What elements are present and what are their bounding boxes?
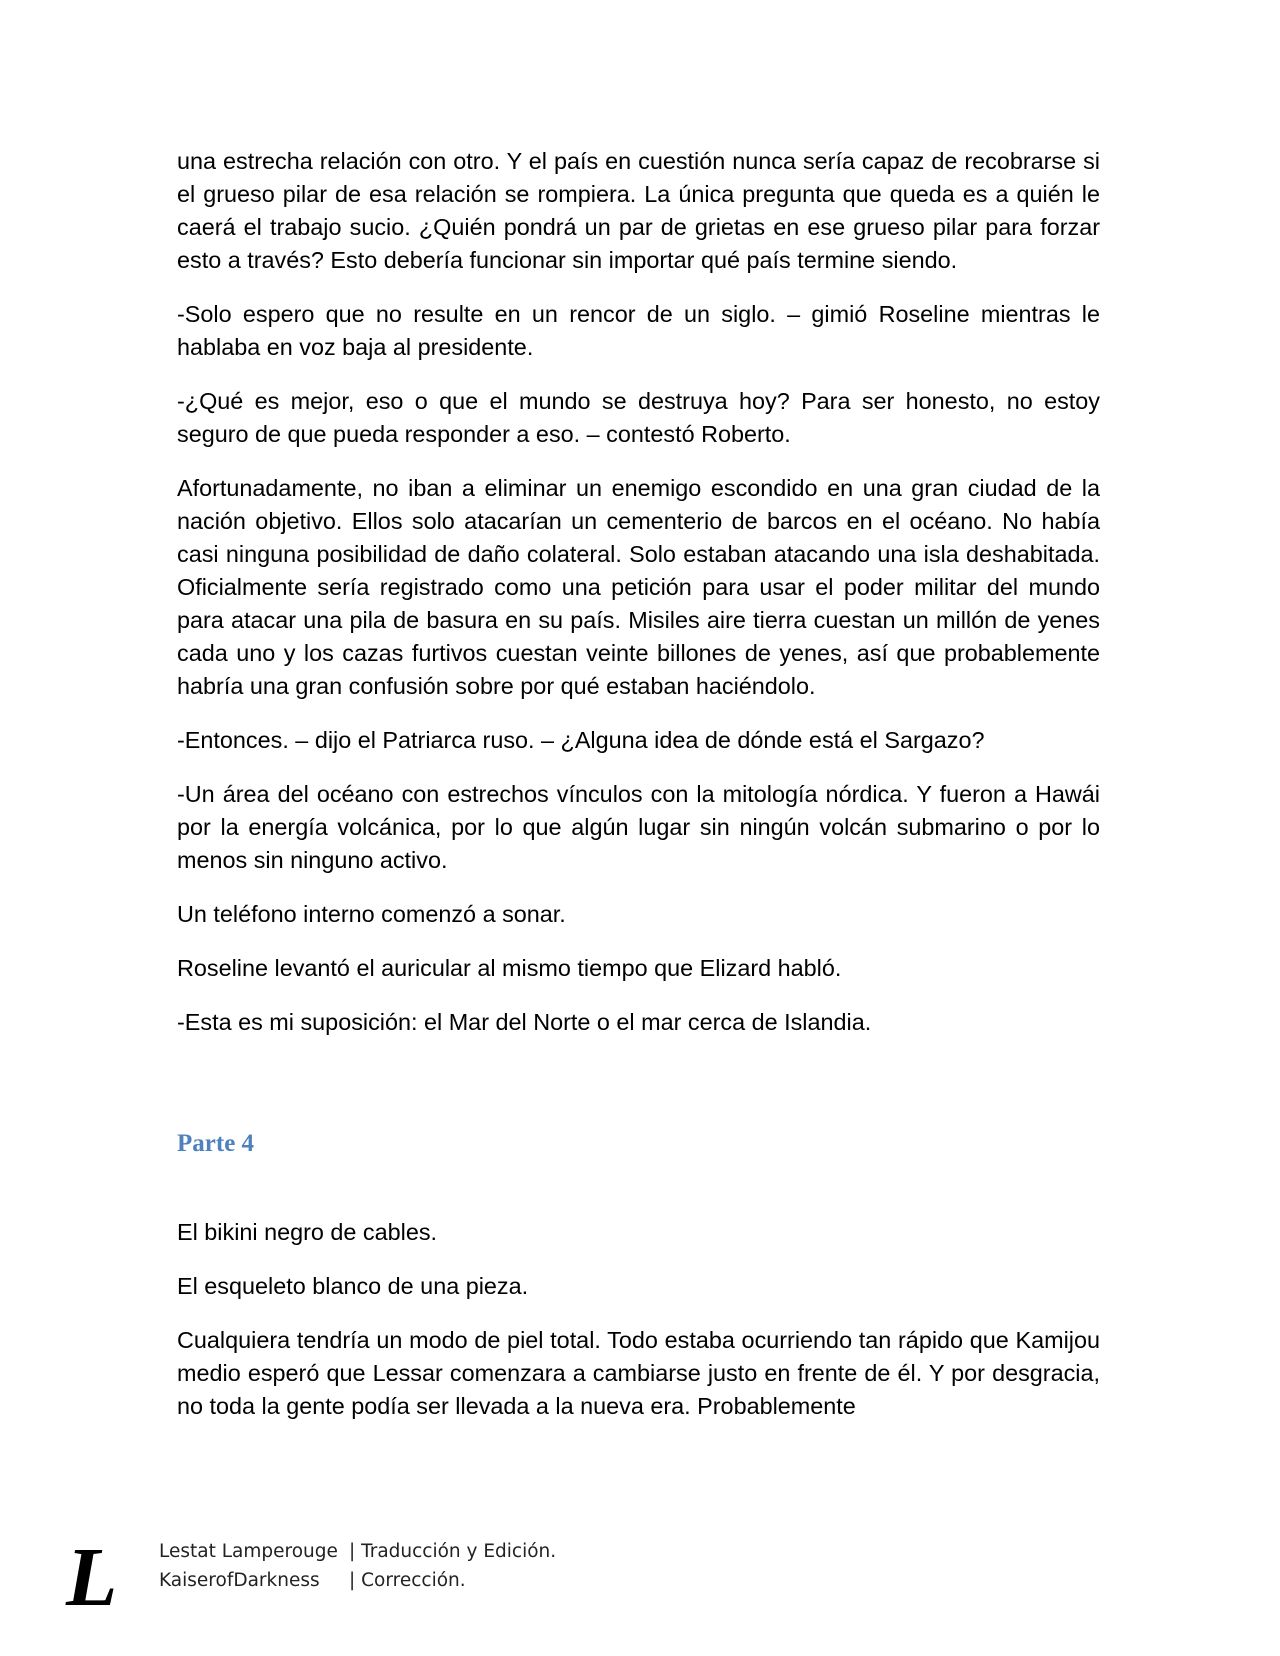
paragraph: El esqueleto blanco de una pieza.: [177, 1273, 529, 1299]
logo-icon: L: [66, 1531, 118, 1624]
credit-separator: |: [349, 1570, 356, 1591]
paragraph: Un teléfono interno comenzó a sonar.: [177, 901, 566, 927]
credit-line: [159, 1566, 556, 1595]
credit-name: KaiserofDarkness: [159, 1570, 320, 1591]
credit-line: [159, 1537, 556, 1566]
paragraph: -Entonces. – dijo el Patriarca ruso. – ¿Alguna idea de dónde está el Sargazo?: [177, 727, 985, 753]
credit-name: Lestat Lamperouge: [159, 1541, 338, 1562]
paragraph: Cualquiera tendría un modo de piel total. Todo estaba ocurriendo tan rápido que Kamijou medio esperó que Lessar comenzara a cambiarse justo en frente de él. Y por desgracia, no toda la gente podía ser llevada a la nueva era. Probablemente: [177, 1327, 1100, 1419]
credit-separator: |: [349, 1541, 356, 1562]
paragraph: Roseline levantó el auricular al mismo tiempo que Elizard habló.: [177, 955, 842, 981]
section-heading: Parte 4: [177, 1130, 255, 1157]
paragraph: -Un área del océano con estrechos vínculos con la mitología nórdica. Y fueron a Hawái por la energía volcánica, por lo que algún lugar sin ningún volcán submarino o por lo menos sin ninguno activo.: [177, 781, 1100, 873]
paragraph: -Solo espero que no resulte en un rencor de un siglo. – gimió Roseline mientras le hablaba en voz baja al presidente.: [177, 301, 1100, 360]
paragraph: -Esta es mi suposición: el Mar del Norte o el mar cerca de Islandia.: [177, 1009, 872, 1035]
paragraph: -¿Qué es mejor, eso o que el mundo se destruya hoy? Para ser honesto, no estoy seguro de que pueda responder a eso. – contestó Roberto.: [177, 388, 1100, 447]
credit-role: Traducción y Edición.: [361, 1541, 557, 1562]
page-body: [177, 145, 1100, 1444]
credit-role: Corrección.: [361, 1570, 466, 1591]
paragraph: El bikini negro de cables.: [177, 1219, 438, 1245]
page-footer: [66, 1531, 666, 1624]
footer-credits: [159, 1537, 556, 1595]
paragraph: Afortunadamente, no iban a eliminar un enemigo escondido en una gran ciudad de la nación objetivo. Ellos solo atacarían un cementerio de barcos en el océano. No había casi ninguna posibilidad de daño colateral. Solo estaban atacando una isla deshabitada. Oficialmente sería registrado como una petición para usar el poder militar del mundo para atacar una pila de basura en su país. Misiles aire tierra cuestan un millón de yenes cada uno y los cazas furtivos cuestan veinte billones de yenes, así que probablemente habría una gran confusión sobre por qué estaban haciéndolo.: [177, 475, 1100, 699]
paragraph: una estrecha relación con otro. Y el país en cuestión nunca sería capaz de recobrarse si el grueso pilar de esa relación se rompiera. La única pregunta que queda es a quién le caerá el trabajo sucio. ¿Quién pondrá un par de grietas en ese grueso pilar para forzar esto a través? Esto debería funcionar sin importar qué país termine siendo.: [177, 148, 1100, 273]
